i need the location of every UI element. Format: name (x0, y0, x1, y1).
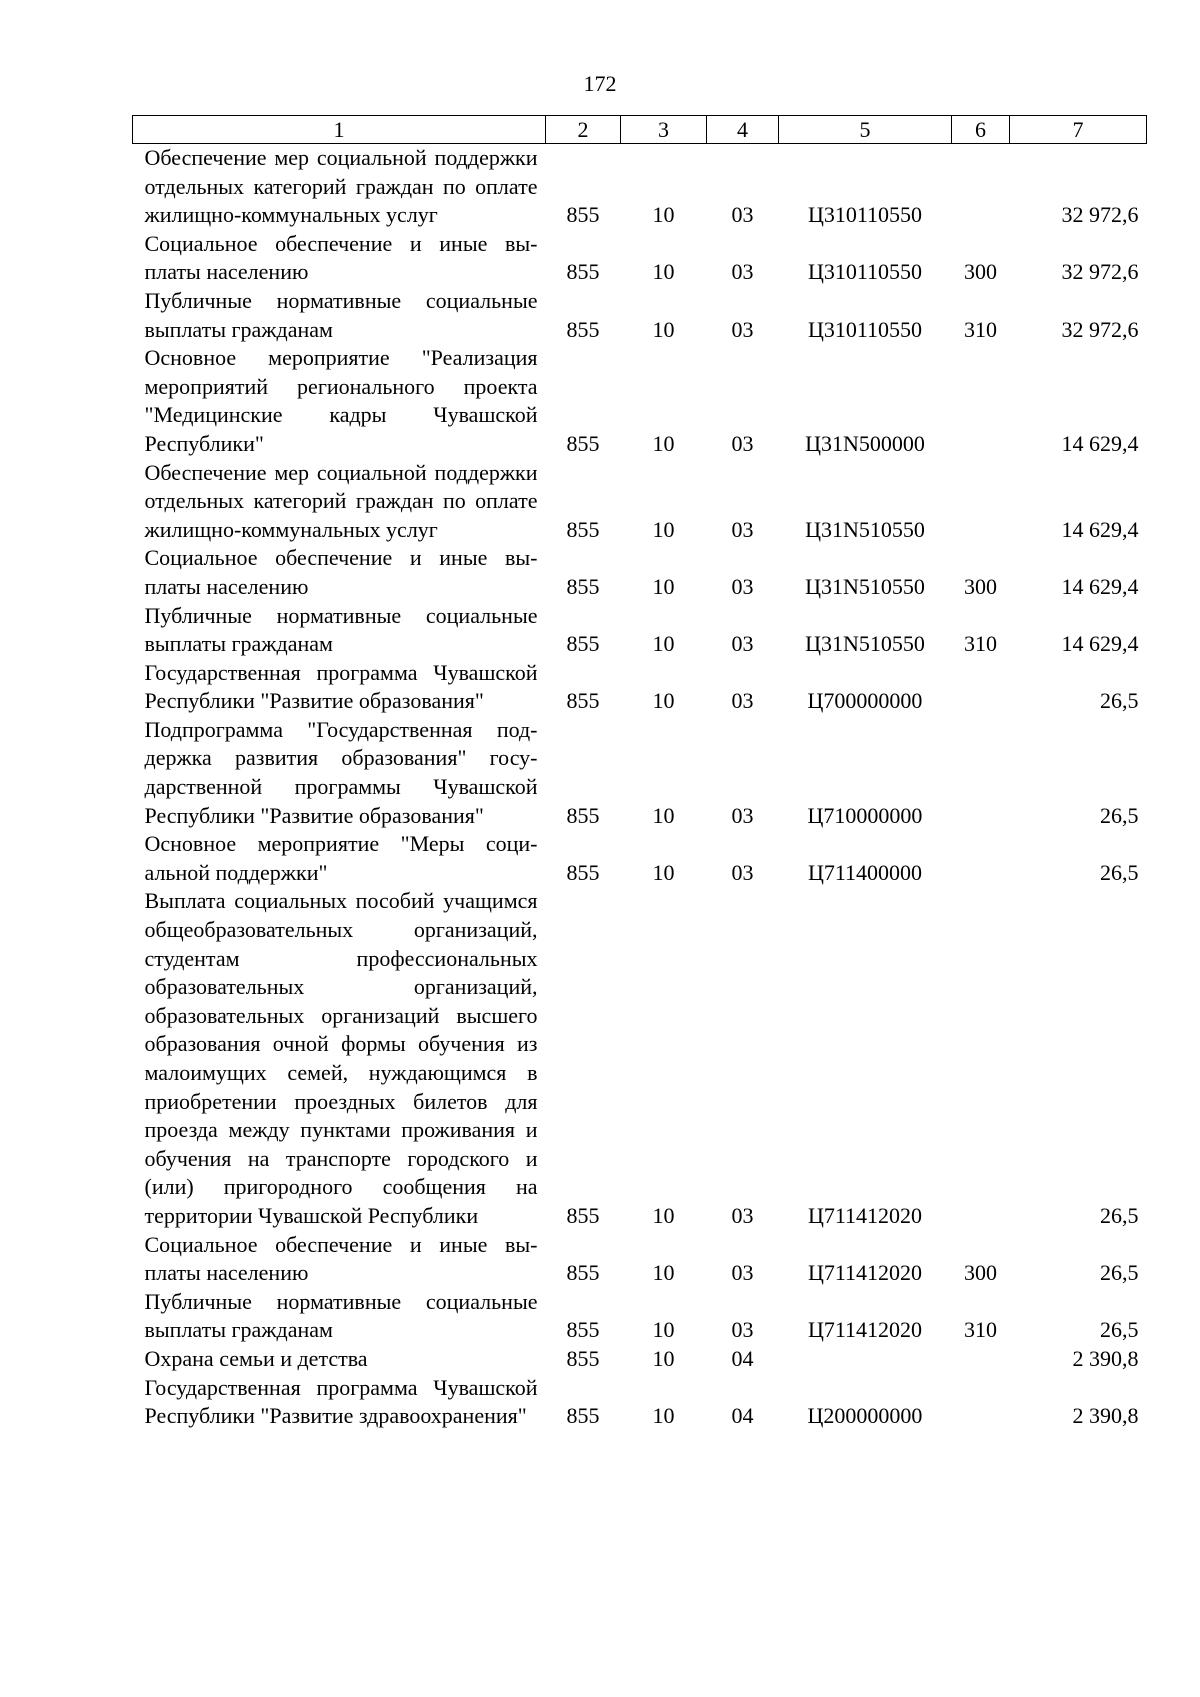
row-amount-cell: 32 972,6 (1061, 316, 1139, 342)
row-name-cell: Охрана семьи и детства (144, 1345, 368, 1371)
row-rz-cell: 10 (652, 430, 675, 456)
row-rz-cell: 10 (652, 688, 675, 714)
row-amount-cell: 14 629,4 (1061, 430, 1139, 456)
row-csr-cell: Ц31N510550 (805, 631, 925, 657)
row-ved-cell: 855 (566, 516, 600, 542)
row-vr-cell (952, 459, 1010, 545)
row-vr-cell (952, 830, 1010, 887)
row-pr-cell: 03 (731, 202, 754, 228)
row-pr-cell: 03 (731, 316, 754, 342)
row-amount-cell: 26,5 (1100, 1317, 1139, 1343)
table-row (133, 230, 1147, 287)
row-vr-cell (952, 1345, 1010, 1374)
row-vr-cell: 310 (964, 631, 997, 657)
row-csr-cell: Ц711412020 (807, 1202, 923, 1228)
row-amount-cell: 32 972,6 (1061, 202, 1139, 228)
row-csr-cell: Ц700000000 (807, 688, 923, 714)
row-ved-cell: 855 (566, 1317, 600, 1343)
table-row (133, 287, 1147, 344)
row-rz-cell: 10 (652, 516, 675, 542)
row-vr-cell (952, 887, 1010, 1230)
row-ved-cell: 855 (566, 688, 600, 714)
table-row (133, 659, 1147, 716)
row-csr-cell: Ц310110550 (807, 316, 923, 342)
table-row (133, 830, 1147, 887)
row-csr-cell (779, 1345, 952, 1374)
row-pr-cell: 03 (731, 688, 754, 714)
header-col-5: 5 (779, 116, 952, 144)
row-amount-cell: 14 629,4 (1061, 516, 1139, 542)
table-body (133, 144, 1147, 1431)
row-rz-cell: 10 (652, 631, 675, 657)
row-ved-cell: 855 (566, 1403, 600, 1429)
row-csr-cell: Ц711412020 (807, 1260, 923, 1286)
row-csr-cell: Ц310110550 (807, 259, 923, 285)
row-rz-cell: 10 (652, 1317, 675, 1343)
table-row (133, 1345, 1147, 1374)
header-col-2: 2 (546, 116, 621, 144)
row-vr-cell: 300 (964, 573, 997, 599)
header-col-7: 7 (1010, 116, 1147, 144)
row-ved-cell: 855 (566, 573, 600, 599)
row-rz-cell: 10 (652, 1260, 675, 1286)
row-ved-cell: 855 (566, 1345, 600, 1371)
row-vr-cell: 300 (964, 1260, 997, 1286)
row-rz-cell: 10 (652, 259, 675, 285)
row-pr-cell: 03 (731, 1317, 754, 1343)
row-vr-cell: 310 (964, 1317, 997, 1343)
row-pr-cell: 03 (731, 1260, 754, 1286)
row-csr-cell: Ц31N510550 (805, 573, 925, 599)
row-csr-cell: Ц310110550 (807, 202, 923, 228)
budget-table (132, 115, 1147, 1431)
row-csr-cell: Ц711400000 (807, 859, 923, 885)
table-row (133, 144, 1147, 230)
page-number: 172 (583, 71, 617, 96)
table-row (133, 544, 1147, 601)
row-csr-cell: Ц711412020 (807, 1317, 923, 1343)
row-vr-cell: 300 (964, 259, 997, 285)
row-ved-cell: 855 (566, 1260, 600, 1286)
row-amount-cell: 26,5 (1100, 859, 1139, 885)
row-vr-cell (952, 144, 1010, 230)
row-amount-cell: 26,5 (1100, 1202, 1139, 1228)
row-rz-cell: 10 (652, 802, 675, 828)
row-rz-cell: 10 (652, 316, 675, 342)
row-pr-cell: 03 (731, 859, 754, 885)
row-ved-cell: 855 (566, 631, 600, 657)
row-ved-cell: 855 (566, 1202, 600, 1228)
table-row (133, 1231, 1147, 1288)
row-name-cell: Публичные нормативные социальные выплаты гражданам (144, 287, 538, 342)
header-col-3: 3 (621, 116, 707, 144)
row-vr-cell (952, 659, 1010, 716)
row-pr-cell: 03 (731, 802, 754, 828)
row-vr-cell: 310 (964, 316, 997, 342)
row-pr-cell: 03 (731, 259, 754, 285)
row-name-cell: Государственная программа Чувашской Республики "Развитие образования" (144, 659, 538, 714)
row-name-cell: Основное мероприятие "Реализация мероприятий регионального проекта "Медицинские кадры Чувашской Республики" (144, 345, 538, 456)
row-rz-cell: 10 (652, 1403, 675, 1429)
row-pr-cell: 04 (731, 1345, 754, 1371)
row-name-cell: Обеспечение мер социальной поддержки отдельных категорий граждан по оплате жилищно-коммунальных услуг (144, 459, 538, 542)
table-row (133, 1288, 1147, 1345)
row-rz-cell: 10 (652, 573, 675, 599)
row-ved-cell: 855 (566, 430, 600, 456)
row-amount-cell: 2 390,8 (1072, 1403, 1139, 1429)
row-pr-cell: 03 (731, 631, 754, 657)
table-row (133, 459, 1147, 545)
row-amount-cell: 26,5 (1100, 1260, 1139, 1286)
row-vr-cell (952, 1374, 1010, 1431)
row-ved-cell: 855 (566, 802, 600, 828)
table-row (133, 1374, 1147, 1431)
table-header (133, 116, 1147, 144)
row-pr-cell: 03 (731, 430, 754, 456)
row-name-cell: Государственная программа Чувашской Республики "Развитие здравоохранения" (144, 1374, 538, 1429)
row-amount-cell: 26,5 (1100, 802, 1139, 828)
row-vr-cell (952, 716, 1010, 830)
table-row (133, 716, 1147, 830)
row-ved-cell: 855 (566, 202, 600, 228)
row-amount-cell: 26,5 (1100, 688, 1139, 714)
row-csr-cell: Ц31N510550 (805, 516, 925, 542)
row-ved-cell: 855 (566, 859, 600, 885)
row-name-cell: Социальное обеспечение и иные выплаты населению (144, 545, 538, 599)
row-name-cell: Публичные нормативные социальные выплаты гражданам (144, 602, 538, 657)
row-rz-cell: 10 (652, 202, 675, 228)
row-pr-cell: 03 (731, 516, 754, 542)
row-csr-cell: Ц200000000 (807, 1403, 923, 1429)
row-ved-cell: 855 (566, 316, 600, 342)
header-row (133, 116, 1147, 144)
row-name-cell: Выплата социальных пособий учащимся общеобразовательных организаций, студентам профессиональных образовательных организаций, образовательных организаций высшего образования очной формы обучения из малоимущих семей, нуждающимся в приобретении проездных билетов для проезда между пунктами проживания и обучения на транспорте городского и (или) пригородного сообщения на территории Чувашской Республики (144, 888, 538, 1228)
row-csr-cell: Ц710000000 (807, 802, 923, 828)
header-col-6: 6 (952, 116, 1010, 144)
row-pr-cell: 03 (731, 1202, 754, 1228)
row-csr-cell: Ц31N500000 (805, 430, 925, 456)
table-row (133, 887, 1147, 1230)
row-pr-cell: 04 (731, 1403, 754, 1429)
header-col-4: 4 (707, 116, 779, 144)
row-name-cell: Подпрограмма "Государственная поддержка развития образования" государственной программы Чувашской Республики "Развитие образования" (144, 716, 538, 828)
row-amount-cell: 2 390,8 (1072, 1345, 1139, 1371)
row-name-cell: Социальное обеспечение и иные выплаты населению (144, 1231, 538, 1286)
header-col-1: 1 (133, 116, 546, 144)
table-row (133, 344, 1147, 458)
row-name-cell: Публичные нормативные социальные выплаты гражданам (144, 1288, 538, 1343)
row-rz-cell: 10 (652, 1345, 675, 1371)
table-row (133, 602, 1147, 659)
row-ved-cell: 855 (566, 259, 600, 285)
row-name-cell: Основное мероприятие "Меры социальной поддержки" (144, 831, 538, 885)
row-name-cell: Обеспечение мер социальной поддержки отдельных категорий граждан по оплате жилищно-коммунальных услуг (144, 145, 538, 228)
row-vr-cell (952, 344, 1010, 458)
row-rz-cell: 10 (652, 1202, 675, 1228)
row-amount-cell: 14 629,4 (1061, 573, 1139, 599)
row-name-cell: Социальное обеспечение и иные выплаты населению (144, 230, 538, 285)
row-amount-cell: 14 629,4 (1061, 631, 1139, 657)
row-rz-cell: 10 (652, 859, 675, 885)
row-pr-cell: 03 (731, 573, 754, 599)
row-amount-cell: 32 972,6 (1061, 259, 1139, 285)
